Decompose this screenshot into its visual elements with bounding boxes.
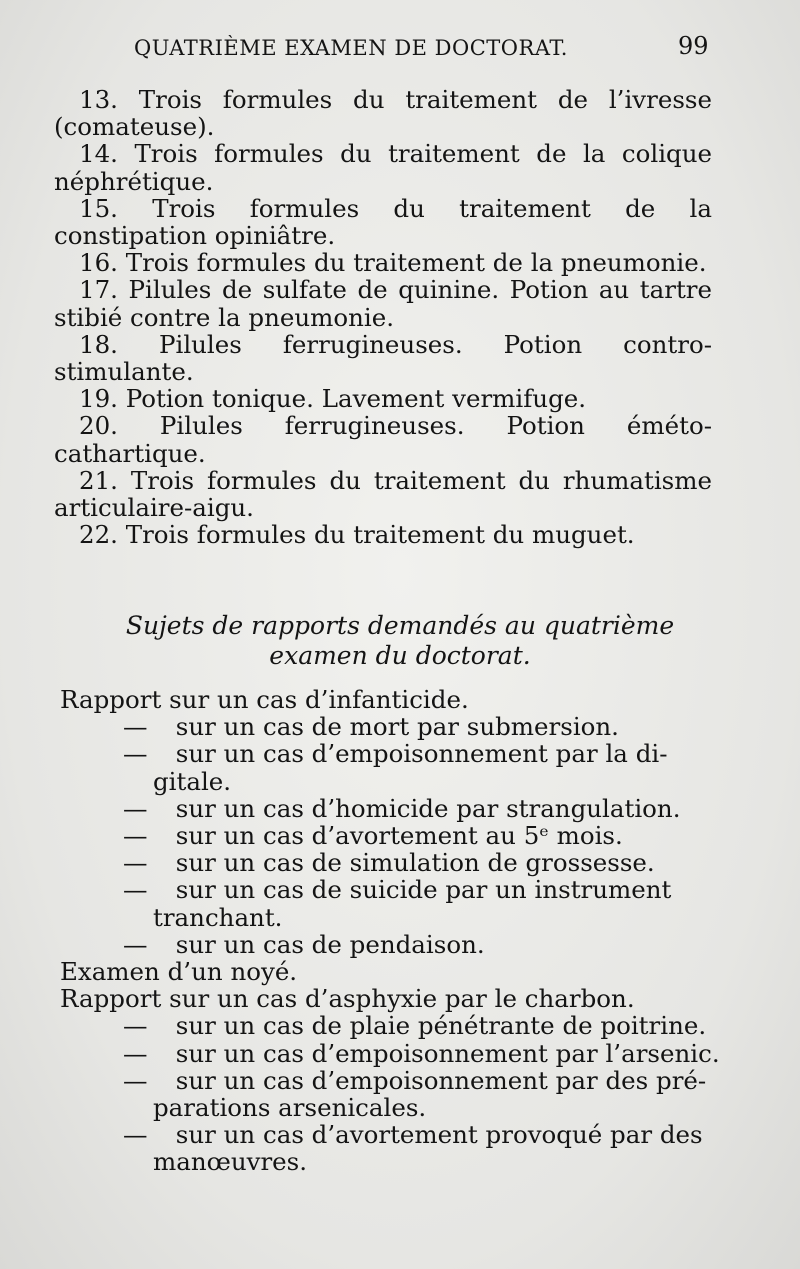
report-text: sur un cas d’avortement au 5ᵉ mois. xyxy=(175,821,623,851)
report-continuation: tranchant. xyxy=(153,902,283,932)
list-item: 16. Trois formules du traitement de la pneumonie. xyxy=(79,248,707,278)
report-text: sur un cas de mort par submersion. xyxy=(175,712,619,742)
running-title: QUATRIÈME EXAMEN DE DOCTORAT. xyxy=(134,36,568,60)
list-item: 19. Potion tonique. Lavement vermifuge. xyxy=(79,384,587,414)
report-lead: — xyxy=(123,929,148,959)
report-lead: — xyxy=(123,1065,148,1095)
list-item: 22. Trois formules du traitement du muguet. xyxy=(79,520,635,550)
report-text: sur un cas de suicide par un instrument xyxy=(175,875,672,905)
list-item: 20. Pilules ferrugineuses. Potion éméto-cathartique. xyxy=(54,411,712,468)
list-item: 21. Trois formules du traitement du rhumatisme articulaire-aigu. xyxy=(54,465,712,523)
report-text: sur un cas d’avortement provoqué par des xyxy=(175,1120,703,1150)
report-row xyxy=(60,1067,724,1121)
report-lead: Rapport xyxy=(60,685,162,714)
list-item: 18. Pilules ferrugineuses. Potion contro-stimulante. xyxy=(54,329,712,387)
report-text: sur un cas de simulation de grossesse. xyxy=(175,848,655,878)
list-item: 13. Trois formules du traitement de l’ivresse (comateuse). xyxy=(54,85,712,142)
report-lead: Rapport xyxy=(60,984,162,1014)
report-text: sur un cas d’empoisonnement par la di- xyxy=(175,739,668,769)
report-text: sur un cas d’empoisonnement par des pré- xyxy=(175,1065,707,1095)
report-row xyxy=(60,931,724,958)
report-lead: — xyxy=(123,1011,148,1041)
report-row xyxy=(60,876,724,930)
report-row xyxy=(60,822,724,849)
report-continuation: manœuvres. xyxy=(153,1147,308,1177)
report-text: sur un cas d’homicide par strangulation. xyxy=(175,793,681,823)
report-text: sur un cas d’infanticide. xyxy=(169,685,469,714)
running-head xyxy=(134,30,734,66)
report-row xyxy=(60,985,724,1012)
report-lead: — xyxy=(123,875,148,905)
report-text: sur un cas de plaie pénétrante de poitrine. xyxy=(175,1011,707,1041)
report-row xyxy=(60,1012,724,1039)
report-lead: — xyxy=(123,848,148,878)
list-item: 14. Trois formules du traitement de la colique néphrétique. xyxy=(54,139,712,196)
report-text: sur un cas de pendaison. xyxy=(175,929,485,959)
report-row xyxy=(60,795,724,822)
report-row xyxy=(60,1040,724,1067)
section-heading-line: examen du doctorat. xyxy=(269,641,531,670)
report-row xyxy=(60,849,724,876)
report-text: sur un cas d’asphyxie par le charbon. xyxy=(169,984,635,1014)
report-text: sur un cas d’empoisonnement par l’arsenic. xyxy=(175,1038,720,1068)
report-row xyxy=(60,958,724,985)
list-item: 17. Pilules de sulfate de quinine. Potion au tartre stibié contre la pneumonie. xyxy=(54,275,712,332)
report-continuation: gitale. xyxy=(153,766,232,796)
report-text: d’un noyé. xyxy=(167,957,298,987)
report-row xyxy=(60,686,724,713)
report-row xyxy=(60,740,724,794)
page-number: 99 xyxy=(678,32,709,60)
report-row xyxy=(60,1121,724,1175)
report-list xyxy=(60,686,724,1176)
report-row xyxy=(60,713,724,740)
report-lead: — xyxy=(123,712,148,742)
report-lead: — xyxy=(123,821,148,851)
section-heading xyxy=(80,611,720,671)
report-lead: — xyxy=(123,1120,148,1150)
report-continuation: parations arsenicales. xyxy=(153,1093,427,1123)
report-lead: Examen xyxy=(60,957,160,987)
report-lead: — xyxy=(123,1038,148,1068)
report-lead: — xyxy=(123,739,148,769)
formula-list xyxy=(54,86,712,548)
report-lead: — xyxy=(123,793,148,823)
list-item: 15. Trois formules du traitement de la constipation opiniâtre. xyxy=(54,193,712,251)
section-heading-line: Sujets de rapports demandés au quatrième xyxy=(125,611,675,640)
